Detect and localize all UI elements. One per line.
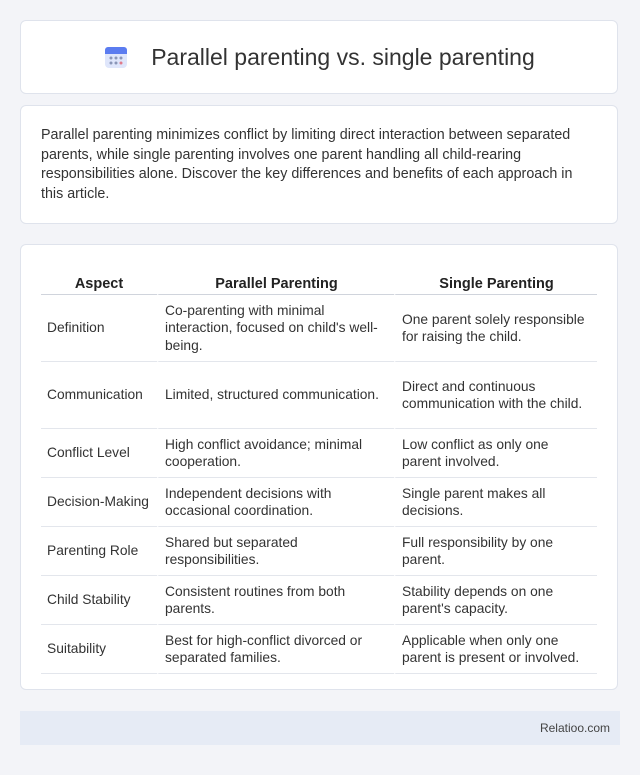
table-row	[41, 576, 597, 625]
table-header-row	[41, 265, 597, 295]
single-cell: Applicable when only one parent is present or involved.	[394, 625, 597, 674]
comparison-table	[41, 265, 597, 674]
parallel-cell: Consistent routines from both parents.	[157, 576, 394, 625]
intro-card	[20, 105, 618, 224]
parallel-cell: High conflict avoidance; minimal cooperation.	[157, 429, 394, 478]
table-row	[41, 295, 597, 362]
table-row	[41, 527, 597, 576]
column-header-single: Single Parenting	[394, 265, 597, 295]
table-row	[41, 625, 597, 674]
footer-brand: Relatioo.com	[539, 721, 610, 735]
aspect-cell: Conflict Level	[41, 429, 157, 478]
footer	[20, 711, 620, 745]
comparison-card	[20, 244, 618, 690]
aspect-cell: Communication	[41, 362, 157, 429]
column-header-parallel: Parallel Parenting	[157, 265, 394, 295]
aspect-cell: Decision-Making	[41, 478, 157, 527]
aspect-cell: Child Stability	[41, 576, 157, 625]
parallel-cell: Best for high-conflict divorced or separated families.	[157, 625, 394, 674]
parallel-cell: Shared but separated responsibilities.	[157, 527, 394, 576]
single-cell: Full responsibility by one parent.	[394, 527, 597, 576]
title-card	[20, 20, 618, 94]
aspect-cell: Definition	[41, 295, 157, 362]
single-cell: Low conflict as only one parent involved.	[394, 429, 597, 478]
single-cell: Stability depends on one parent's capacity.	[394, 576, 597, 625]
parallel-cell: Independent decisions with occasional coordination.	[157, 478, 394, 527]
aspect-cell: Parenting Role	[41, 527, 157, 576]
table-row	[41, 478, 597, 527]
calendar-icon	[103, 44, 129, 70]
single-cell: One parent solely responsible for raising the child.	[394, 295, 597, 362]
column-header-aspect: Aspect	[41, 265, 157, 295]
parallel-cell: Limited, structured communication.	[157, 362, 394, 429]
table-row	[41, 362, 597, 429]
aspect-cell: Suitability	[41, 625, 157, 674]
table-row	[41, 429, 597, 478]
parallel-cell: Co-parenting with minimal interaction, focused on child's well-being.	[157, 295, 394, 362]
single-cell: Single parent makes all decisions.	[394, 478, 597, 527]
single-cell: Direct and continuous communication with the child.	[394, 362, 597, 429]
page-title: Parallel parenting vs. single parenting	[151, 43, 535, 70]
intro-text: Parallel parenting minimizes conflict by limiting direct interaction between separated parents, while single parenting involves one parent handling all child-rearing responsibilities alone. Discover the key differences and benefits of each approach in this article.	[41, 127, 573, 202]
